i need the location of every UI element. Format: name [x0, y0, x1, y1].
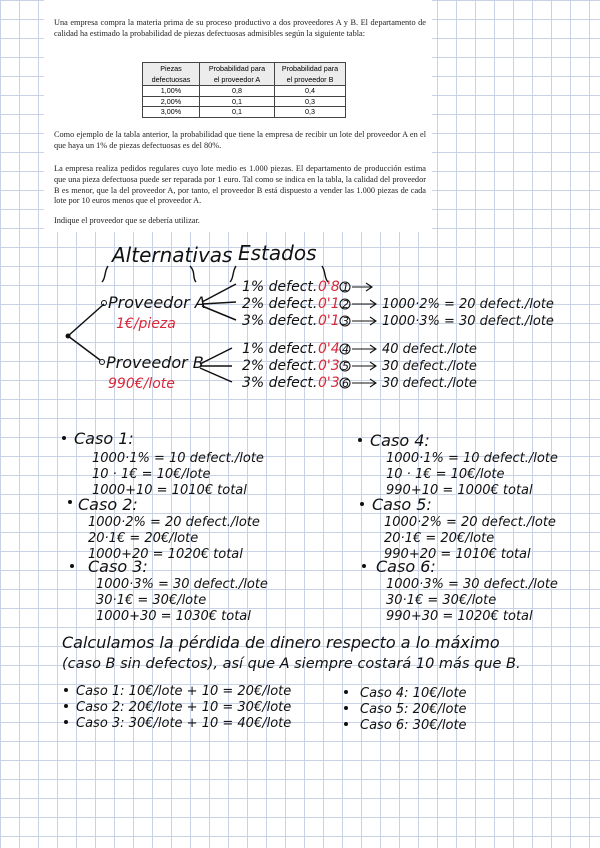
- proveedor-b-price: 990€/lote: [108, 376, 175, 392]
- table-header-text: defectuosas: [151, 75, 191, 84]
- chance-node-b: [100, 360, 105, 365]
- case-line: 1000·3% = 30 defect./lote: [96, 577, 268, 592]
- cases-right-column: [358, 431, 558, 624]
- state-label: 1% defect.: [242, 341, 318, 357]
- conclusion-line-2: (caso B sin defectos), así que A siempre costará 10 más que B.: [62, 656, 521, 672]
- case-number: 3: [342, 315, 349, 328]
- case-number: 2: [342, 298, 349, 311]
- case-number: 1: [342, 281, 349, 294]
- conclusion-item: Caso 6: 30€/lote: [360, 718, 467, 733]
- conclusion-right-list: [344, 686, 467, 733]
- case-title: Caso 3:: [88, 557, 148, 576]
- table-cell: 3,00%: [143, 107, 200, 118]
- table-header-text: Probabilidad para: [281, 64, 339, 73]
- conclusion-item: Caso 4: 10€/lote: [360, 686, 467, 701]
- problem-question: Indique el proveedor que se debería utilizar.: [54, 216, 200, 225]
- state-probability: 0'1: [318, 296, 340, 312]
- state-label: 3% defect.: [242, 313, 318, 329]
- case-line: 1000·2% = 20 defect./lote: [88, 515, 260, 530]
- alternativas-heading: Alternativas: [112, 243, 233, 267]
- case-line: 1000+30 = 1030€ total: [96, 609, 251, 624]
- case-line: 10 · 1€ = 10€/lote: [386, 467, 505, 482]
- conclusion-left-list: [64, 684, 291, 731]
- estados-heading: Estados: [238, 241, 317, 265]
- state-probability: 0'4: [318, 341, 340, 357]
- problem-intro: Una empresa compra la materia prima de su proceso productivo a dos proveedores A y B. El departamento de calidad ha estimado la probabilidad de piezas defectuosas admisibles según la siguiente tabla:: [54, 18, 426, 38]
- case-line: 20·1€ = 20€/lote: [88, 531, 199, 546]
- case-title: Caso 6:: [376, 557, 436, 576]
- table-header-text: Probabilidad para: [208, 64, 266, 73]
- table-cell: 0,3: [275, 107, 346, 118]
- case-line: 1000·1% = 10 defect./lote: [386, 451, 558, 466]
- proveedor-a-label: Proveedor A: [108, 293, 206, 312]
- table-header-text: el proveedor B: [286, 75, 334, 84]
- state-result: 30 defect./lote: [382, 359, 477, 374]
- case-number: 4: [342, 343, 349, 356]
- table-cell: 0,4: [275, 86, 346, 97]
- state-result: 40 defect./lote: [382, 342, 477, 357]
- case-title: Caso 1:: [74, 429, 134, 448]
- state-probability: 0'3: [318, 375, 340, 391]
- table-header-text: Piezas: [160, 64, 182, 73]
- state-label: 1% defect.: [242, 279, 318, 295]
- table-cell: 0,8: [200, 86, 275, 97]
- alternativas-brace: [102, 266, 196, 282]
- case-line: 990+20 = 1010€ total: [384, 547, 531, 562]
- case-line: 10 · 1€ = 10€/lote: [92, 467, 211, 482]
- conclusion-item: Caso 1: 10€/lote + 10 = 20€/lote: [76, 684, 292, 699]
- case-title: Caso 2:: [78, 495, 138, 514]
- case-line: 990+10 = 1000€ total: [386, 483, 533, 498]
- conclusion-item: Caso 5: 20€/lote: [360, 702, 467, 717]
- state-result: 1000·3% = 30 defect./lote: [382, 314, 554, 329]
- conclusion-item: Caso 3: 30€/lote + 10 = 40€/lote: [76, 716, 292, 731]
- case-line: 1000+20 = 1020€ total: [88, 547, 243, 562]
- case-line: 30·1€ = 30€/lote: [386, 593, 497, 608]
- case-line: 1000·2% = 20 defect./lote: [384, 515, 556, 530]
- table-cell: 2,00%: [143, 96, 200, 107]
- case-number: 6: [342, 377, 349, 390]
- table-cell: 0,3: [275, 96, 346, 107]
- problem-example: Como ejemplo de la tabla anterior, la probabilidad que tiene la empresa de recibir un lote del proveedor A en el que haya un 1% de piezas defectuosas es del 80%.: [54, 130, 426, 150]
- state-label: 2% defect.: [242, 358, 318, 374]
- case-line: 1000·1% = 10 defect./lote: [92, 451, 264, 466]
- state-result: 1000·2% = 20 defect./lote: [382, 297, 554, 312]
- state-label: 2% defect.: [242, 296, 318, 312]
- case-number: 5: [342, 360, 349, 373]
- table-cell: 0,1: [200, 96, 275, 107]
- proveedor-b-label: Proveedor B: [106, 353, 204, 372]
- conclusion-line-1: Calculamos la pérdida de dinero respecto a lo máximo: [62, 633, 500, 652]
- table-cell: 1,00%: [143, 86, 200, 97]
- proveedor-a-price: 1€/pieza: [116, 316, 176, 332]
- cases-left-column: [62, 429, 268, 624]
- provider-a-states: [242, 279, 554, 329]
- state-result: 30 defect./lote: [382, 376, 477, 391]
- table-cell: 0,1: [200, 107, 275, 118]
- decision-node: [66, 334, 71, 339]
- table-header-text: el proveedor A: [213, 75, 261, 84]
- case-line: 1000+10 = 1010€ total: [92, 483, 247, 498]
- case-line: 1000·3% = 30 defect./lote: [386, 577, 558, 592]
- case-line: 20·1€ = 20€/lote: [384, 531, 495, 546]
- state-probability: 0'3: [318, 358, 340, 374]
- conclusion-item: Caso 2: 20€/lote + 10 = 30€/lote: [76, 700, 292, 715]
- case-title: Caso 5:: [372, 495, 432, 514]
- state-label: 3% defect.: [242, 375, 318, 391]
- case-line: 990+30 = 1020€ total: [386, 609, 533, 624]
- problem-details: La empresa realiza pedidos regulares cuyo lote medio es 1.000 piezas. El departamento de producción estima que una pieza defectuosa puede ser reparada por 1 euro. Tal como se indica en la tabla, la calidad del proveedor B es menor, que la del proveedor A, por tanto, el proveedor B está dispuesto a vender las 1.000 piezas de cada lote por 10 euros menos que el proveedor A.: [54, 164, 426, 206]
- state-probability: 0'1: [318, 313, 340, 329]
- case-title: Caso 4:: [370, 431, 430, 450]
- state-probability: 0'8: [318, 279, 340, 295]
- case-line: 30·1€ = 30€/lote: [96, 593, 207, 608]
